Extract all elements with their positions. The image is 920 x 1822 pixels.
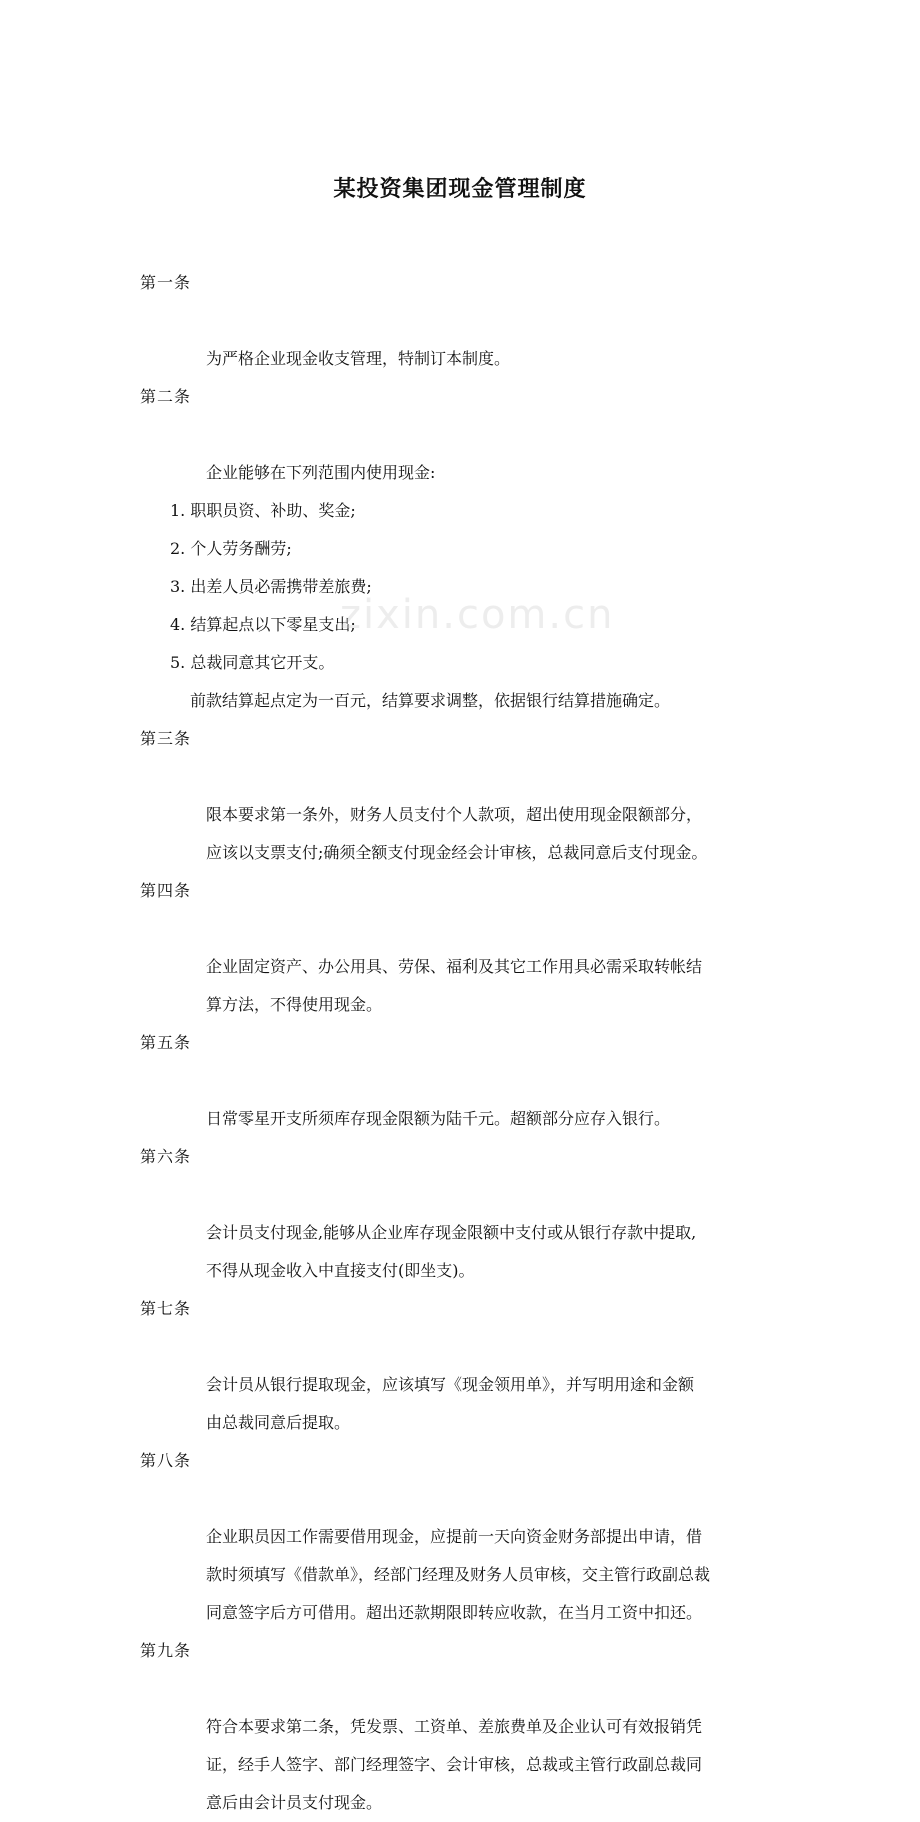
article-8 — [140, 1442, 800, 1632]
article-7 — [140, 1290, 800, 1442]
settlement-note: 前款结算起点定为一百元，结算要求调整，依据银行结算措施确定。 — [190, 691, 671, 710]
article-text: 限本要求第一条外，财务人员支付个人款项，超出使用现金限额部分， 应该以支票支付;确须全额支付现金经会计审核，总裁同意后支付现金。 — [206, 805, 708, 862]
article-number: 第三条 — [140, 729, 192, 748]
article-4 — [140, 872, 800, 1024]
article-text: 会计员支付现金,能够从企业库存现金限额中支付或从银行存款中提取, 不得从现金收入中直接支付(即坐支)。 — [206, 1223, 697, 1280]
watermark: zixin.com.cn — [340, 592, 615, 638]
list-item: 2. 个人劳务酬劳; — [170, 539, 292, 558]
article-text: 企业固定资产、办公用具、劳保、福利及其它工作用具必需采取转帐结 算方法，不得使用现金。 — [206, 957, 703, 1014]
article-text: 企业职员因工作需要借用现金，应提前一天向资金财务部提出申请，借 款时须填写《借款单》，经部门经理及财务人员审核，交主管行政副总裁 同意签字后方可借用。超出还款期限即转应收款，在当月工资中扣还。 — [206, 1527, 711, 1622]
article-number: 第一条 — [140, 273, 192, 292]
article-number: 第五条 — [140, 1033, 192, 1052]
list-item: 5. 总裁同意其它开支。 — [170, 653, 335, 672]
article-text: 企业能够在下列范围内使用现金: — [206, 463, 436, 482]
article-number: 第九条 — [140, 1641, 192, 1660]
list-item: 4. 结算起点以下零星支出; — [170, 615, 356, 634]
article-text: 日常零星开支所须库存现金限额为陆千元。超额部分应存入银行。 — [206, 1109, 671, 1128]
document-title: 某投资集团现金管理制度 — [333, 177, 587, 202]
list-item: 1. 职职员资、补助、奖金; — [170, 501, 356, 520]
article-9 — [140, 1632, 800, 1822]
article-number: 第二条 — [140, 387, 192, 406]
article-text: 符合本要求第二条，凭发票、工资单、差旅费单及企业认可有效报销凭 证，经手人签字、部门经理签字、会计审核，总裁或主管行政副总裁同 意后由会计员支付现金。 — [206, 1717, 703, 1812]
article-number: 第八条 — [140, 1451, 192, 1470]
article-5 — [140, 1024, 800, 1138]
article-text: 会计员从银行提取现金，应该填写《现金领用单》，并写明用途和金额 由总裁同意后提取。 — [206, 1375, 695, 1432]
document-body — [140, 264, 800, 1822]
article-1 — [140, 264, 800, 378]
article-2 — [140, 378, 800, 492]
list-item: 3. 出差人员必需携带差旅费; — [170, 577, 372, 596]
article-text: 为严格企业现金收支管理，特制订本制度。 — [206, 349, 511, 368]
article-number: 第六条 — [140, 1147, 192, 1166]
article-6 — [140, 1138, 800, 1290]
article-number: 第四条 — [140, 881, 192, 900]
article-3 — [140, 720, 800, 872]
article-number: 第七条 — [140, 1299, 192, 1318]
